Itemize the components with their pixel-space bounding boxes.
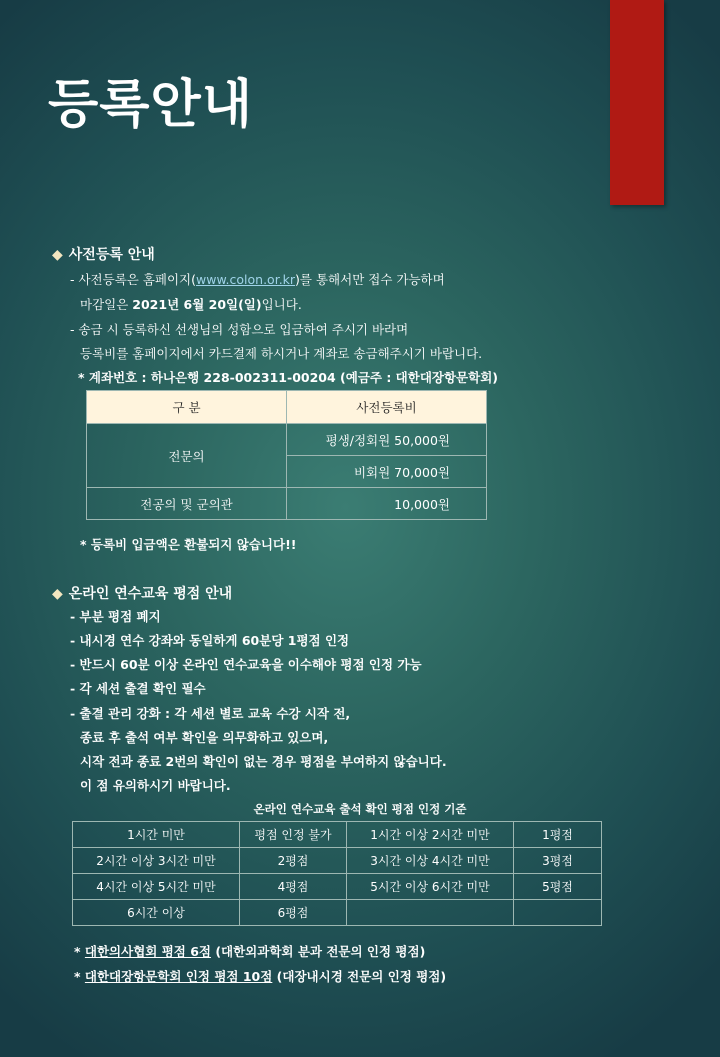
accent-bar [610,0,664,205]
underlined-text: 대한대장항문학회 인정 평점 10점 [84,969,273,984]
table-cell: 6시간 이상 [73,900,240,926]
info-line: 등록비를 홈페이지에서 카드결제 하시거나 계좌로 송금해주시기 바랍니다. [80,346,483,361]
text: 마감일은 [80,297,133,312]
table-header-cell: 구 분 [87,391,287,424]
table-cell: 5평점 [514,874,602,900]
table-cell: 평점 인정 불가 [240,822,347,848]
info-line: - 출결 관리 강화 : 각 세션 별로 교육 수강 시작 전, [70,706,351,721]
fee-member: 평생/정회원 50,000원 [287,424,487,456]
table-cell: 6평점 [240,900,347,926]
registration-fee-table [86,390,487,520]
table-cell [347,900,514,926]
refund-note: * 등록비 입금액은 환불되지 않습니다!! [80,537,297,552]
credit-criteria-table [72,821,602,926]
table-cell [514,900,602,926]
section-heading-label: 온라인 연수교육 평점 안내 [68,586,233,602]
info-line: 이 점 유의하시기 바랍니다. [80,778,231,793]
category-resident: 전공의 및 군의관 [87,488,287,520]
table-cell: 2평점 [240,848,347,874]
info-line: - 내시경 연수 강좌와 동일하게 60분당 1평점 인정 [70,633,350,648]
info-line: 시작 전과 종료 2번의 확인이 없는 경우 평점을 부여하지 않습니다. [80,754,447,769]
table-cell: 1시간 이상 2시간 미만 [347,822,514,848]
account-number: * 계좌번호 : 하나은행 228-002311-00204 (예금주 : 대한대장항문학회) [78,370,498,385]
table-cell: 1평점 [514,822,602,848]
info-line: - 반드시 60분 이상 온라인 연수교육을 이수해야 평점 인정 가능 [70,657,422,672]
page-title: 등록안내 [48,75,253,135]
footnote-kma-credit [74,942,425,960]
homepage-link[interactable]: www.colon.or.kr [196,272,296,287]
info-line: - 송금 시 등록하신 선생님의 성함으로 입금하여 주시기 바라며 [70,322,409,337]
text: - 사전등록은 홈페이지( [70,272,197,287]
table-cell: 2시간 이상 3시간 미만 [73,848,240,874]
deadline-line [80,295,302,313]
diamond-bullet-icon: ◆ [52,247,63,263]
table-caption: 온라인 연수교육 출석 확인 평점 인정 기준 [253,802,467,816]
text: 입니다. [261,297,302,312]
diamond-bullet-icon: ◆ [52,586,63,602]
text: * [74,944,85,959]
section-heading-label: 사전등록 안내 [68,247,155,263]
table-cell: 3평점 [514,848,602,874]
table-header-cell: 사전등록비 [287,391,487,424]
text: * [74,969,85,984]
table-cell: 1시간 미만 [73,822,240,848]
info-line: 종료 후 출석 여부 확인을 의무화하고 있으며, [80,730,329,745]
underlined-text: 대한의사협회 평점 6점 [84,944,211,959]
info-line: - 각 세션 출결 확인 필수 [70,681,206,696]
text: )를 통해서만 접수 가능하며 [295,272,445,287]
text: (대한외과학회 분과 전문의 인정 평점) [210,944,426,959]
info-line: - 부분 평점 폐지 [70,609,161,624]
category-specialist: 전문의 [87,424,287,488]
fee-nonmember: 비회원 70,000원 [287,456,487,488]
fee-resident: 10,000원 [287,488,487,520]
info-line [70,270,445,288]
section-heading-preregistration [52,244,155,264]
text: (대장내시경 전문의 인정 평점) [272,969,447,984]
deadline-date: 2021년 6월 20일(일) [132,297,262,312]
table-cell: 5시간 이상 6시간 미만 [347,874,514,900]
table-cell: 4시간 이상 5시간 미만 [73,874,240,900]
table-cell: 3시간 이상 4시간 미만 [347,848,514,874]
table-cell: 4평점 [240,874,347,900]
footnote-society-credit [74,967,446,985]
section-heading-online-credit [52,583,232,603]
